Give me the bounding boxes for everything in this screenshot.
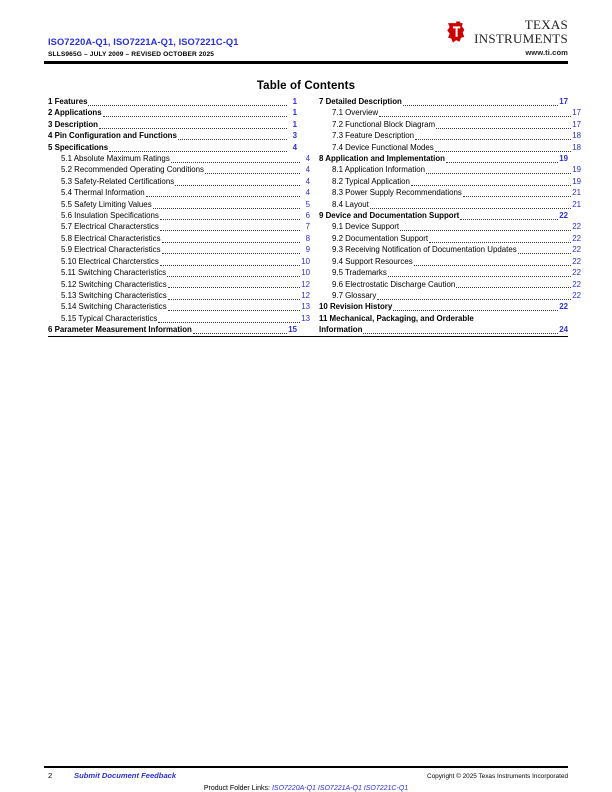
texas-instruments-mark-icon bbox=[444, 19, 470, 45]
toc-page-number[interactable]: 19 bbox=[572, 176, 581, 186]
toc-entry[interactable] bbox=[319, 199, 581, 210]
toc-leader-dots bbox=[379, 109, 571, 117]
toc-leader-dots bbox=[429, 235, 571, 243]
toc-entry-label: 5.1 Absolute Maximum Ratings bbox=[61, 154, 170, 164]
toc-page-number[interactable]: 8 bbox=[305, 233, 310, 243]
toc-bottom-divider bbox=[48, 336, 568, 337]
toc-page-number[interactable]: 1 bbox=[292, 119, 297, 129]
toc-entry-label: 7.4 Device Functional Modes bbox=[332, 142, 434, 152]
toc-page-number[interactable]: 18 bbox=[572, 142, 581, 152]
product-folder-link[interactable]: ISO7221C-Q1 bbox=[363, 785, 409, 792]
toc-entry-label-continued: Information bbox=[319, 325, 363, 335]
toc-entry[interactable] bbox=[319, 130, 581, 141]
toc-right-column bbox=[319, 96, 581, 336]
toc-entry-label: 5.4 Thermal Information bbox=[61, 188, 145, 198]
toc-entry-label: 5.8 Electrical Characteristics bbox=[61, 233, 161, 243]
toc-entry[interactable] bbox=[319, 279, 581, 290]
toc-page-number[interactable]: 3 bbox=[292, 131, 297, 141]
submit-document-feedback-link[interactable]: Submit Document Feedback bbox=[74, 771, 177, 780]
toc-entry[interactable] bbox=[48, 324, 297, 335]
toc-entry-label: 9 Device and Documentation Support bbox=[319, 211, 460, 221]
toc-entry-label: 7 Detailed Description bbox=[319, 97, 402, 106]
toc-entry-label: 1 Features bbox=[48, 97, 88, 106]
toc-leader-dots bbox=[153, 201, 300, 209]
toc-page-number[interactable]: 4 bbox=[292, 142, 297, 152]
toc-page-number[interactable]: 22 bbox=[572, 245, 581, 255]
product-folder-link[interactable]: ISO7220A-Q1 bbox=[271, 785, 316, 792]
toc-page-number[interactable]: 22 bbox=[559, 302, 568, 312]
toc-leader-dots bbox=[168, 280, 300, 288]
toc-leader-dots bbox=[388, 269, 571, 277]
toc-entry[interactable] bbox=[48, 176, 310, 187]
toc-leader-dots bbox=[146, 189, 300, 197]
toc-page-number[interactable]: 17 bbox=[572, 108, 581, 118]
toc-page-number[interactable]: 22 bbox=[572, 268, 581, 278]
toc-entry-label: 5.15 Typical Characteristics bbox=[61, 313, 158, 323]
toc-entry-label: 7.1 Overview bbox=[332, 108, 379, 118]
ti-logo-text-line2: INSTRUMENTS bbox=[474, 31, 568, 46]
toc-entry[interactable] bbox=[48, 256, 310, 267]
toc-entry-label: 9.4 Support Resources bbox=[332, 256, 413, 266]
toc-entry-label: 5.11 Switching Characteristics bbox=[61, 268, 167, 278]
toc-page-number[interactable]: 22 bbox=[572, 256, 581, 266]
toc-page-number[interactable]: 4 bbox=[305, 154, 310, 164]
toc-leader-dots bbox=[171, 155, 300, 163]
toc-leader-dots bbox=[435, 144, 571, 152]
toc-page-number[interactable]: 17 bbox=[559, 97, 568, 106]
toc-page-number[interactable]: 7 bbox=[305, 222, 310, 232]
toc-entry-label: 6 Parameter Measurement Information bbox=[48, 325, 192, 335]
toc-leader-dots bbox=[158, 315, 300, 323]
toc-entry[interactable] bbox=[319, 233, 581, 244]
toc-entry[interactable] bbox=[48, 210, 310, 221]
toc-entry-label: 5.13 Switching Characteristics bbox=[61, 290, 167, 300]
toc-leader-dots bbox=[167, 269, 300, 277]
toc-entry[interactable] bbox=[48, 119, 297, 130]
toc-page-number[interactable]: 6 bbox=[305, 211, 310, 221]
toc-leader-dots bbox=[463, 189, 571, 197]
toc-entry[interactable] bbox=[319, 290, 581, 301]
toc-leader-dots bbox=[436, 121, 571, 129]
toc-leader-dots bbox=[400, 223, 571, 231]
toc-leader-dots bbox=[160, 223, 300, 231]
toc-entry-label: 5.7 Electrical Characterstics bbox=[61, 222, 159, 232]
toc-page-number[interactable]: 15 bbox=[288, 325, 297, 335]
toc-entry[interactable] bbox=[48, 244, 310, 255]
toc-entry[interactable] bbox=[48, 199, 310, 210]
toc-entry[interactable] bbox=[48, 221, 310, 232]
toc-entry-label: 9.7 Glossary bbox=[332, 290, 377, 300]
toc-leader-dots bbox=[411, 178, 571, 186]
toc-entry[interactable] bbox=[319, 142, 581, 153]
toc-entry[interactable] bbox=[48, 96, 297, 107]
toc-leader-dots bbox=[88, 98, 287, 106]
toc-left-column bbox=[48, 96, 310, 336]
toc-page-number[interactable]: 4 bbox=[305, 188, 310, 198]
toc-entry[interactable] bbox=[319, 176, 581, 187]
toc-entry-label: 5.14 Switching Characteristics bbox=[61, 302, 167, 312]
toc-entry[interactable] bbox=[48, 233, 310, 244]
toc-page-number[interactable]: 12 bbox=[301, 279, 310, 289]
toc-entry[interactable] bbox=[319, 221, 581, 232]
toc-page-number[interactable]: 22 bbox=[572, 222, 581, 232]
toc-entry[interactable] bbox=[48, 130, 297, 141]
product-folder-links-label: Product Folder Links: bbox=[203, 785, 270, 792]
toc-entry[interactable] bbox=[319, 153, 568, 164]
toc-leader-dots bbox=[160, 258, 300, 266]
toc-entry[interactable] bbox=[319, 210, 568, 221]
toc-page-number[interactable]: 22 bbox=[572, 233, 581, 243]
toc-page-number[interactable]: 12 bbox=[301, 290, 310, 300]
toc-page-number[interactable]: 22 bbox=[559, 211, 568, 221]
toc-entry[interactable] bbox=[48, 290, 310, 301]
toc-leader-dots bbox=[446, 155, 558, 163]
toc-leader-dots bbox=[403, 98, 558, 106]
toc-page-number[interactable]: 22 bbox=[572, 290, 581, 300]
toc-leader-dots bbox=[103, 109, 287, 117]
ti-logo-text-line1: TEXAS bbox=[524, 17, 568, 32]
toc-leader-dots bbox=[518, 246, 571, 254]
toc-entry-label: 9.5 Trademarks bbox=[332, 268, 387, 278]
toc-page-number[interactable]: 24 bbox=[559, 325, 568, 335]
toc-entry[interactable] bbox=[319, 301, 568, 312]
toc-entry[interactable] bbox=[319, 96, 568, 107]
toc-entry[interactable] bbox=[319, 267, 581, 278]
toc-entry-label: 5.10 Electrical Charcterstics bbox=[61, 256, 159, 266]
toc-page-number[interactable]: 1 bbox=[292, 97, 297, 106]
toc-entry-label: 9.6 Electrostatic Discharge Caution bbox=[332, 279, 456, 289]
toc-leader-dots bbox=[162, 235, 300, 243]
toc-page-number[interactable]: 21 bbox=[572, 188, 581, 198]
toc-entry-label: 11 Mechanical, Packaging, and Orderable bbox=[319, 313, 474, 323]
toc-entry[interactable] bbox=[319, 244, 581, 255]
toc-page-number[interactable]: 19 bbox=[572, 165, 581, 175]
toc-leader-dots bbox=[426, 166, 571, 174]
toc-leader-dots bbox=[205, 166, 300, 174]
toc-leader-dots bbox=[456, 280, 571, 288]
toc-leader-dots bbox=[377, 292, 571, 300]
toc-page-number[interactable]: 10 bbox=[301, 256, 310, 266]
product-folder-links bbox=[0, 785, 612, 792]
toc-leader-dots bbox=[178, 132, 287, 140]
ti-website-url[interactable]: www.ti.com bbox=[525, 48, 568, 57]
toc-entry-label: 5.2 Recommended Operating Conditions bbox=[61, 165, 204, 175]
toc-entry-label: 8 Application and Implementation bbox=[319, 154, 445, 164]
toc-page-number[interactable]: 1 bbox=[292, 108, 297, 118]
toc-page-number[interactable]: 22 bbox=[572, 279, 581, 289]
toc-page-number[interactable]: 5 bbox=[305, 199, 310, 209]
toc-entry-label: 3 Description bbox=[48, 119, 98, 129]
toc-entry-label: 7.2 Functional Block Diagram bbox=[332, 119, 436, 129]
header-divider bbox=[44, 61, 568, 64]
toc-entry[interactable] bbox=[48, 301, 310, 312]
toc-page-number[interactable]: 13 bbox=[301, 313, 310, 323]
toc-entry[interactable] bbox=[319, 107, 581, 118]
toc-leader-dots bbox=[370, 201, 571, 209]
toc-entry[interactable] bbox=[48, 107, 297, 118]
copyright-notice: Copyright © 2025 Texas Instruments Incorporated bbox=[427, 773, 568, 780]
toc-leader-dots bbox=[168, 303, 300, 311]
toc-entry[interactable] bbox=[319, 119, 581, 130]
toc-entry[interactable] bbox=[319, 313, 568, 336]
toc-entry-label: 5 Specifications bbox=[48, 142, 109, 152]
toc-entry[interactable] bbox=[48, 153, 310, 164]
toc-leader-dots bbox=[193, 326, 287, 334]
toc-entry[interactable] bbox=[48, 164, 310, 175]
toc-entry-label: 8.3 Power Supply Recommendations bbox=[332, 188, 462, 198]
toc-page-number[interactable]: 13 bbox=[301, 302, 310, 312]
document-identity bbox=[48, 18, 239, 58]
toc-entry-label: 10 Revision History bbox=[319, 302, 393, 312]
toc-leader-dots bbox=[363, 326, 558, 334]
product-folder-link[interactable]: ISO7221A-Q1 bbox=[317, 785, 362, 792]
toc-leader-dots bbox=[460, 212, 558, 220]
toc-page-number[interactable]: 17 bbox=[572, 119, 581, 129]
toc-entry[interactable] bbox=[319, 164, 581, 175]
toc-page-number[interactable]: 10 bbox=[301, 268, 310, 278]
toc-entry[interactable] bbox=[48, 279, 310, 290]
toc-page-number[interactable]: 21 bbox=[572, 199, 581, 209]
toc-leader-dots bbox=[162, 246, 300, 254]
toc-leader-dots bbox=[414, 258, 571, 266]
toc-entry-label: 8.4 Layout bbox=[332, 199, 369, 209]
device-title: ISO7220A-Q1, ISO7221A-Q1, ISO7221C-Q1 bbox=[48, 37, 239, 47]
toc-leader-dots bbox=[168, 292, 300, 300]
footer-page-number: 2 bbox=[48, 771, 53, 780]
document-revision-line: SLLS965G – JULY 2009 – REVISED OCTOBER 2025 bbox=[48, 50, 215, 58]
toc-leader-dots bbox=[160, 212, 300, 220]
toc-entry[interactable] bbox=[48, 267, 310, 278]
toc-entry[interactable] bbox=[48, 187, 310, 198]
toc-entry-label: 5.12 Switching Characteristics bbox=[61, 279, 167, 289]
toc-entry-label: 5.6 Insulation Specifications bbox=[61, 211, 159, 221]
toc-leader-dots bbox=[415, 132, 571, 140]
toc-entry-label: 5.9 Electrical Characteristics bbox=[61, 245, 161, 255]
table-of-contents bbox=[48, 96, 581, 336]
toc-page-number[interactable]: 4 bbox=[305, 165, 310, 175]
footer-divider bbox=[44, 766, 568, 768]
toc-entry-label: 8.1 Application Information bbox=[332, 165, 425, 175]
toc-leader-dots bbox=[393, 303, 558, 311]
toc-leader-dots bbox=[99, 121, 287, 129]
toc-entry-label: 5.3 Safety-Related Certifications bbox=[61, 176, 175, 186]
toc-page-number[interactable]: 19 bbox=[559, 154, 568, 164]
toc-leader-dots bbox=[175, 178, 300, 186]
toc-page-number[interactable]: 4 bbox=[305, 176, 310, 186]
toc-entry-label: 4 Pin Configuration and Functions bbox=[48, 131, 177, 141]
toc-entry[interactable] bbox=[48, 313, 310, 324]
toc-entry-label: 8.2 Typical Application bbox=[332, 176, 410, 186]
toc-entry-label: 5.5 Safety Limiting Values bbox=[61, 199, 152, 209]
toc-page-number[interactable]: 18 bbox=[572, 131, 581, 141]
toc-entry-label: 7.3 Feature Description bbox=[332, 131, 415, 141]
toc-entry-label: 2 Applications bbox=[48, 108, 102, 118]
page-title: Table of Contents bbox=[256, 80, 356, 92]
toc-entry-label: 9.3 Receiving Notification of Documentation Updates bbox=[332, 245, 517, 255]
toc-entry[interactable] bbox=[319, 256, 581, 267]
toc-entry-label: 9.2 Documentation Support bbox=[332, 233, 429, 243]
toc-entry-label: 9.1 Device Support bbox=[332, 222, 400, 232]
toc-entry[interactable] bbox=[48, 142, 297, 153]
toc-entry[interactable] bbox=[319, 187, 581, 198]
page-header bbox=[0, 0, 612, 68]
toc-leader-dots bbox=[109, 144, 287, 152]
toc-page-number[interactable]: 9 bbox=[305, 245, 310, 255]
ti-logo bbox=[444, 18, 568, 57]
